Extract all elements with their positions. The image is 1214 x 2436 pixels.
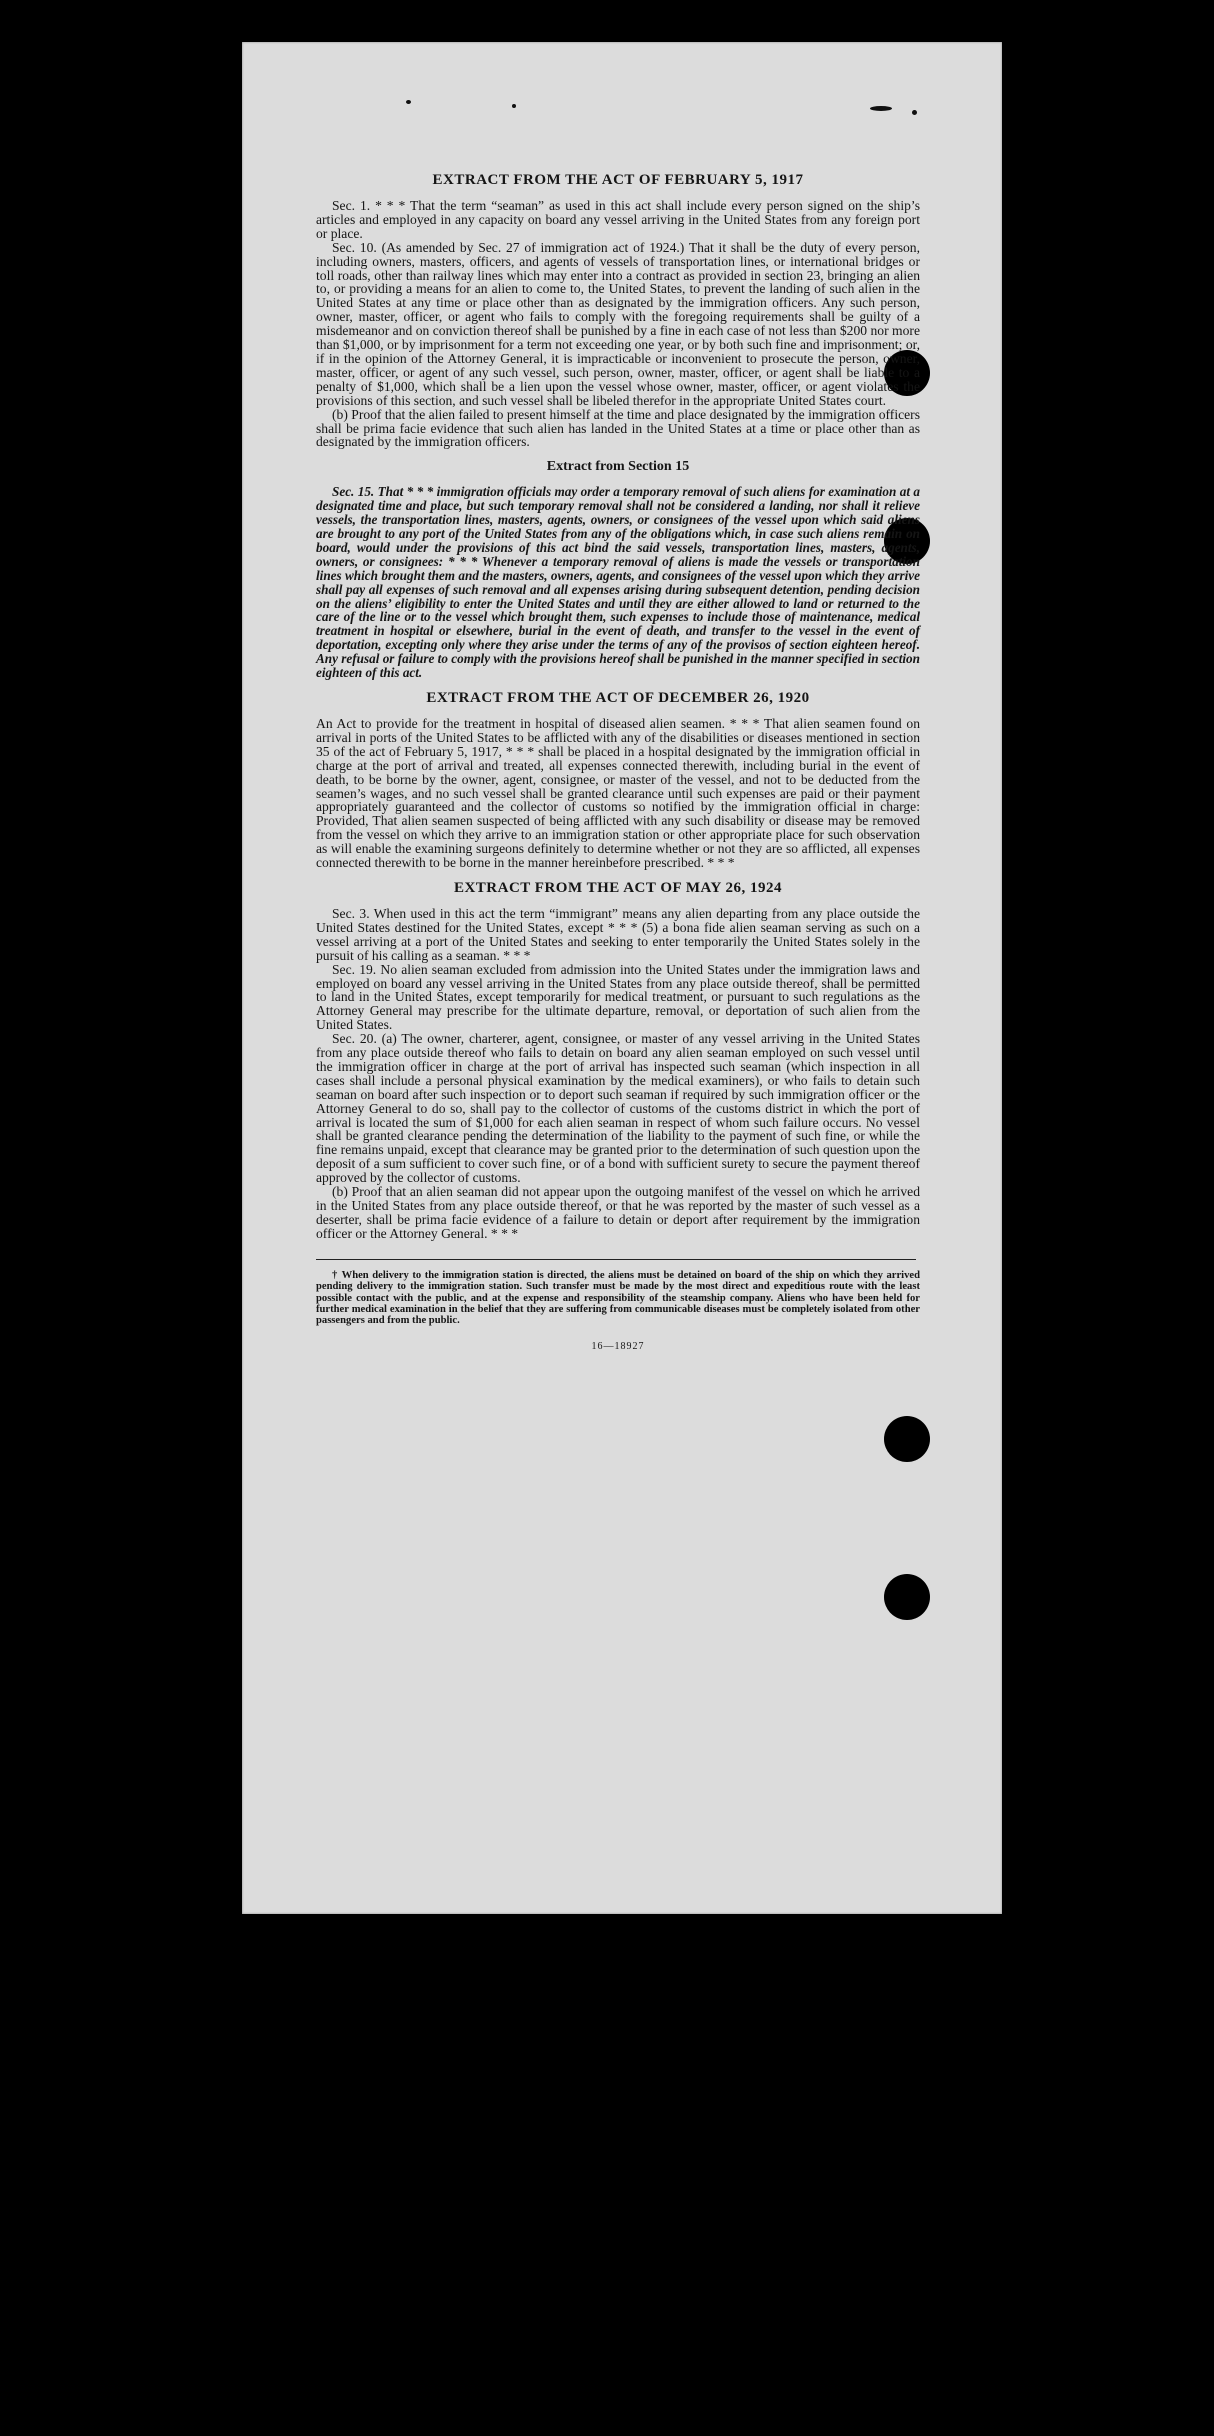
section-heading: EXTRACT FROM THE ACT OF FEBRUARY 5, 1917 xyxy=(432,172,804,188)
ink-speck xyxy=(406,100,411,104)
ink-speck xyxy=(870,106,892,111)
paragraph: Sec. 1. * * * That the term “seaman” as used in this act shall include every person signed on the ship’s articles and employed in any capacity on board any vessel arriving in the United States from any foreign port or place. xyxy=(316,198,920,241)
paragraph: An Act to provide for the treatment in hospital of diseased alien seamen. * * * That alien seamen found on arrival in ports of the United States to be afflicted with any of the disabilities or diseases mentioned in section 35 of the act of February 5, 1917, * * * shall be placed in a hospital designated by the immigration official in charge at the port of arrival and treated, all expenses connected therewith, including burial in the event of death, to be borne by the owner, agent, consignee, or master of the vessel, and not to be deducted from the seamen’s wages, and no such vessel shall be granted clearance until such expenses are paid or their payment appropriately guaranteed and the collector of customs so notified by the immigration official in charge: Provided, That alien seamen suspected of being afflicted with any such disability or disease may be removed from the vessel on which they arrive to an immigration station or other appropriate place for such observation as will enable the examining surgeons definitely to determine whether or not they are so afflicted, all expenses connected therewith to be borne in the manner hereinbefore prescribed. * * * xyxy=(316,716,920,871)
footnote-divider xyxy=(316,1259,916,1260)
paragraph: Sec. 3. When used in this act the term “immigrant” means any alien departing from any place outside the United States destined for the United States, except * * * (5) a bona fide alien seaman serving as such on a vessel arriving at a port of the United States and seeking to enter temporarily the United States solely in the pursuit of his calling as a seaman. * * * xyxy=(316,905,920,963)
document-body xyxy=(316,172,920,1352)
subsection-heading: Extract from Section 15 xyxy=(546,459,690,475)
section-heading: EXTRACT FROM THE ACT OF MAY 26, 1924 xyxy=(453,879,783,896)
paragraph: Sec. 20. (a) The owner, charterer, agent, consignee, or master of any vessel arriving in the United States from any place outside thereof who fails to detain on board any alien seaman employed on such vessel until the immigration officer in charge at the port of arrival has inspected such seaman (which inspection in all cases shall include a personal physical examination by the medical examiners), or who fails to detain such seaman on board after such inspection or to deport such seaman if required by such immigration officer or the Attorney General to do so, shall pay to the collector of customs of the customs district in which the port of arrival is located the sum of $1,000 for each alien seaman in respect of whom such failure occurs. No vessel shall be granted clearance pending the determination of the liability to the payment of such fine, or while the fine remains unpaid, except that clearance may be granted prior to the determination of such question upon the deposit of a sum sufficient to cover such fine, or of a bond with sufficient surety to secure the payment thereof approved by the collector of customs. xyxy=(316,1031,920,1186)
paragraph: (b) Proof that an alien seaman did not appear upon the outgoing manifest of the vessel on which he arrived in the United States from any place outside thereof, or that he was reported by the master of such vessel as a deserter, shall be prima facie evidence of a failure to detain or deport after requirement by the immigration officer or the Attorney General. * * * xyxy=(316,1184,920,1241)
paragraph: Sec. 15. That * * * immigration officials may order a temporary removal of such aliens for examination at a designated time and place, but such temporary removal shall not be considered a landing, nor shall it relieve vessels, the transportation lines, masters, agents, owners, or consignees of the vessel upon which said aliens are brought to any port of the United States from any of the obligations which, in case such aliens remain on board, would under the provisions of this act bind the said vessels, transportation lines, masters, agents, owners, or consignees: * * * Whenever a temporary removal of aliens is made the vessels or transportation lines which brought them and the masters, owners, agents, and consignees of the vessel upon which they arrive shall pay all expenses of such removal and all expenses arising during subsequent detention, pending decision on the aliens’ eligibility to enter the United States and until they are either allowed to land or returned to the care of the line or to the vessel which brought them, such expenses to include those of maintenance, medical treatment in hospital or elsewhere, burial in the event of death, and transfer to the vessel in the event of deportation, excepting only where they arise under the terms of any of the provisos of section eighteen hereof. Any refusal or failure to comply with the provisions hereof shall be punished in the manner specified in section eighteen of this act. xyxy=(316,484,920,681)
punch-hole xyxy=(884,1416,930,1462)
paragraph: Sec. 10. (As amended by Sec. 27 of immigration act of 1924.) That it shall be the duty of every person, including owners, masters, officers, and agents of vessels of transportation lines, or international bridges or toll roads, other than railway lines which may enter into a contract as provided in section 23, bringing an alien to, or providing a means for an alien to come to, the United States, to prevent the landing of such alien in the United States at any time or place other than as designated by the immigration officers. Any such person, owner, master, officer, or agent who fails to comply with the foregoing requirements shall be guilty of a misdemeanor and on conviction thereof shall be punished by a fine in each case of not less than $200 nor more than $1,000, or by imprisonment for a term not exceeding one year, or by both such fine and imprisonment; or, if in the opinion of the Attorney General, it is impracticable or inconvenient to prosecute the person, owner, master, officer, or agent of any such vessel, such person, owner, master, officer, or agent shall be liable to a penalty of $1,000, which shall be a lien upon the vessel whose owner, master, officer, or agent violates the provisions of this section, and such vessel shall be libeled therefor in the appropriate United States court. xyxy=(316,239,920,408)
paragraph: Sec. 19. No alien seaman excluded from admission into the United States under the immigration laws and employed on board any vessel arriving in the United States from any place outside thereof, shall be permitted to land in the United States, except temporarily for medical treatment, or pursuant to such regulations as the Attorney General may prescribe for the ultimate departure, removal, or deportation of such alien from the United States. xyxy=(316,961,920,1033)
section-heading: EXTRACT FROM THE ACT OF DECEMBER 26, 1920 xyxy=(426,690,810,706)
punch-hole xyxy=(884,1574,930,1620)
ink-speck xyxy=(512,104,516,108)
form-code: 16—18927 xyxy=(591,1340,645,1352)
ink-speck xyxy=(912,110,917,115)
footnote: † When delivery to the immigration station is directed, the aliens must be detained on board of the ship on which they arrived pending delivery to the immigration station. Such transfer must be made by the most direct and expeditious route with the least possible contact with the public, and at the expense and responsibility of the steamship company. Aliens who have been held for further medical examination in the belief that they are suffering from communicable diseases must be completely isolated from other passengers and from the public. xyxy=(316,1269,920,1327)
paragraph: (b) Proof that the alien failed to present himself at the time and place designated by the immigration officers shall be prima facie evidence that such alien has landed in the United States at a time or place other than as designated by the immigration officers. xyxy=(316,406,920,450)
document-page xyxy=(242,42,1002,1914)
